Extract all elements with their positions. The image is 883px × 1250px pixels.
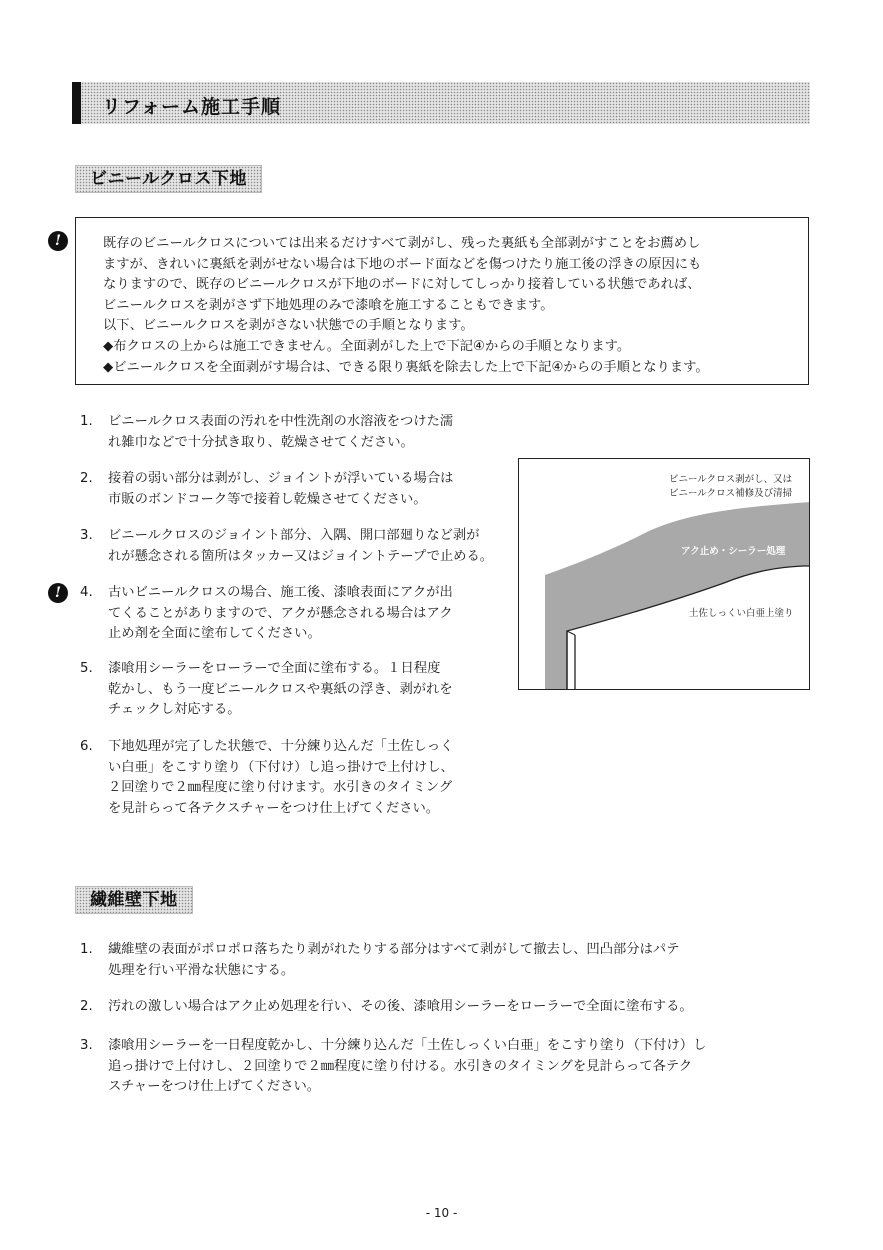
step-text: 乾かし、もう一度ビニールクロスや裏紙の浮き、剥がれを	[108, 681, 453, 697]
warning-icon: !	[48, 583, 68, 603]
notice-line: 既存のビニールクロスについては出来るだけすべて剥がし、残った裏紙も全部剥がすことをお薦めし	[103, 236, 701, 251]
step-text: 接着の弱い部分は剥がし、ジョイントが浮いている場合は	[108, 471, 454, 486]
step-number: 1.	[80, 942, 93, 957]
diagram-label-top: ビニールクロス補修及び清掃	[669, 488, 793, 499]
step-text: 追っ掛けで上付けし、２回塗りで２㎜程度に塗り付ける。水引きのタイミングを見計らって各テク	[108, 1058, 692, 1074]
step-text: ビニールクロスのジョイント部分、入隅、開口部廻りなど剥が	[108, 528, 480, 543]
step-text: 漆喰用シーラーをローラーで全面に塗布する。１日程度	[108, 661, 441, 676]
diagram-label-bottom: 土佐しっくい白亜上塗り	[689, 608, 794, 619]
section-label-vinyl: ビニールクロス下地	[75, 165, 262, 193]
layer-diagram	[518, 458, 810, 690]
step-text: 汚れの激しい場合はアク止め処理を行い、その後、漆喰用シーラーをローラーで全面に塗布する。	[108, 999, 693, 1014]
step-number: 1.	[80, 414, 93, 429]
step-text: 古いビニールクロスの場合、施工後、漆喰表面にアクが出	[108, 585, 453, 600]
notice-line: ビニールクロスを剥がさず下地処理のみで漆喰を施工することもできます。	[103, 297, 554, 313]
step-text: 処理を行い平滑な状態にする。	[108, 962, 295, 978]
diagram-label-mid: アク止め・シーラー処理	[681, 546, 786, 557]
step-text: を見計らって各テクスチャーをつけ仕上げてください。	[108, 800, 440, 816]
notice-line: なりますので、既存のビニールクロスが下地のボードに対してしっかり接着している状態であれば、	[103, 277, 701, 293]
step-text: れ雑巾などで十分拭き取り、乾燥させてください。	[108, 434, 414, 450]
diagram-label-top: ビニールクロス剥がし、又は	[669, 474, 793, 485]
notice-line: ますが、きれいに裏紙を剥がせない場合は下地のボード面などを傷つけたり施工後の浮きの原因にも	[103, 256, 702, 272]
step-number: 4.	[80, 585, 93, 600]
step-number: 6.	[80, 739, 93, 754]
step-number: 2.	[80, 999, 93, 1014]
step-text: スチャーをつけ仕上げてください。	[108, 1079, 321, 1094]
step-number: 5.	[80, 661, 93, 676]
title-marker	[72, 82, 81, 124]
notice-box	[75, 217, 809, 385]
step-number: 3.	[80, 1038, 93, 1053]
step-text: 漆喰用シーラーを一日程度乾かし、十分練り込んだ「土佐しっくい白亜」をこすり塗り（下付け）し	[108, 1038, 707, 1053]
step-text: ２回塗りで２㎜程度に塗り付けます。水引きのタイミング	[108, 780, 453, 795]
section-label-fiber: 繊維壁下地	[75, 886, 193, 914]
step-text: てくることがありますので、アクが懸念される場合はアク	[108, 605, 453, 621]
warning-icon: !	[48, 231, 68, 251]
notice-line: 以下、ビニールクロスを剥がさない状態での手順となります。	[103, 318, 474, 334]
step-text: れが懸念される箇所はタッカー又はジョイントテープで止める。	[108, 548, 494, 564]
notice-line: ◆布クロスの上からは施工できません。全面剥がした上で下記④からの手順となります。	[103, 338, 631, 354]
step-text: 繊維壁の表面がポロポロ落ちたり剥がれたりする部分はすべて剥がして撤去し、凹凸部分はパテ	[108, 942, 680, 957]
page-number: - 10 -	[425, 1206, 458, 1220]
step-text: い白亜」をこすり塗り（下付け）し追っ掛けで上付けし、	[108, 759, 454, 775]
page-title: リフォーム施工手順	[102, 96, 282, 118]
step-text: チェックし対応する。	[108, 702, 241, 717]
step-text: 下地処理が完了した状態で、十分練り込んだ「土佐しっく	[108, 739, 454, 754]
notice-line: ◆ビニールクロスを全面剥がす場合は、できる限り裏紙を除去した上で下記④からの手順となります。	[103, 359, 709, 375]
step-text: 市販のボンドコーク等で接着し乾燥させてください。	[108, 491, 427, 507]
page-title-bar	[72, 82, 810, 124]
step-text: 止め剤を全面に塗布してください。	[108, 626, 321, 641]
step-text: ビニールクロス表面の汚れを中性洗剤の水溶液をつけた濡	[108, 414, 454, 429]
step-number: 2.	[80, 471, 93, 486]
step-number: 3.	[80, 528, 93, 543]
